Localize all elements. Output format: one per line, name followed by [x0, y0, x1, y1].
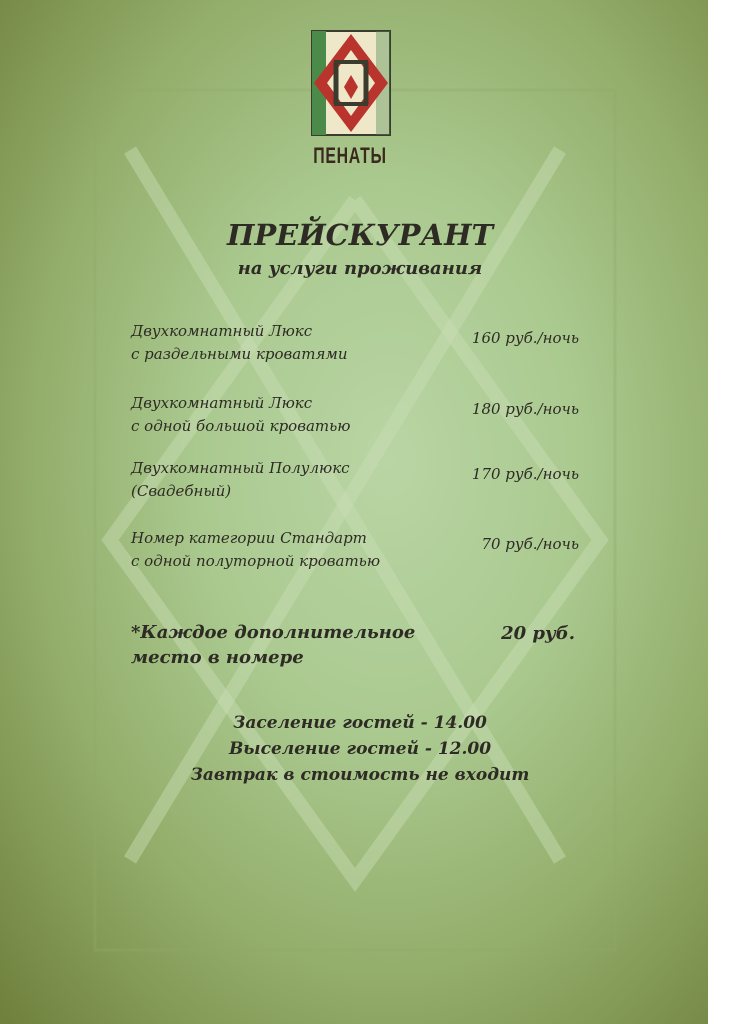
item-name-line1: Двухкомнатный Полулюкс [131, 459, 350, 477]
item-name-line2: с одной большой кроватью [131, 417, 351, 435]
scan-margin [708, 0, 745, 1024]
list-item-name [131, 392, 431, 438]
extra-line2: место в номере [131, 647, 304, 668]
list-item-name [131, 457, 431, 503]
item-name-line1: Двухкомнатный Люкс [131, 394, 313, 412]
list-item-name [131, 320, 431, 366]
item-name-line1: Двухкомнатный Люкс [131, 322, 313, 340]
item-name-line1: Номер категории Стандарт [131, 529, 367, 547]
list-item-price: 170 руб./ночь [471, 465, 579, 483]
page-title: ПРЕЙСКУРАНТ [226, 218, 494, 252]
breakfast-note: Завтрак в стоимость не входит [190, 765, 530, 785]
list-item-price: 160 руб./ночь [471, 329, 579, 347]
list-item-price: 180 руб./ночь [471, 400, 579, 418]
penaty-logo [311, 30, 391, 136]
list-item-price: 70 руб./ночь [481, 535, 579, 553]
item-name-line2: (Свадебный) [131, 482, 232, 500]
brand-name: ПЕНАТЫ [313, 143, 387, 168]
page-subtitle: на услуги проживания [237, 258, 483, 279]
list-item-name [131, 527, 431, 573]
extra-bed-price: 20 руб. [501, 623, 575, 644]
checkout-note: Выселение гостей - 12.00 [228, 739, 492, 759]
extra-line1: *Каждое дополнительное [131, 622, 416, 643]
checkin-note: Заселение гостей - 14.00 [233, 713, 487, 733]
item-name-line2: с раздельными кроватями [131, 345, 348, 363]
extra-bed-description [131, 620, 451, 670]
item-name-line2: с одной полуторной кроватью [131, 552, 381, 570]
